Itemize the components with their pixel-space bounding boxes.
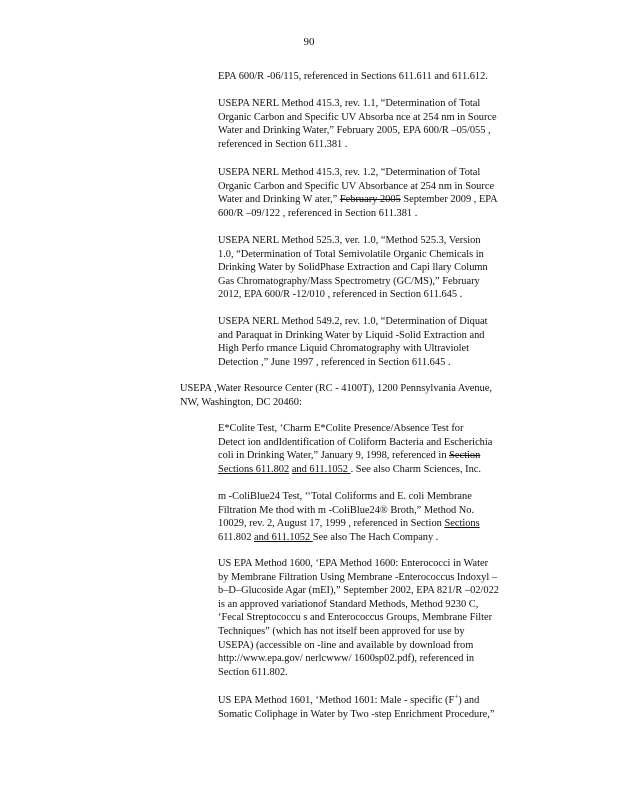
text-line: Detection ,” June 1997 , referenced in Section 611.645 . xyxy=(218,356,451,368)
text-line: USEPA NERL Method 415.3, rev. 1.1, “Determination of Total xyxy=(218,98,481,109)
text-segment: See also The Hach Company . xyxy=(312,531,439,543)
text-line: ‘Fecal Streptococcu s and Enterococcus Groups, Membrane Filter xyxy=(218,612,493,624)
text-line: USEPA NERL Method 549.2, rev. 1.0, “Determination of Diquat xyxy=(218,316,488,327)
text-line: NW, Washington, DC 20460: xyxy=(180,396,302,408)
text-segment: coli in Drinking Water,” January 9, 1998, referenced in xyxy=(218,450,450,462)
text-line: 1.0, “Determination of Total Semivolatile Organic Chemicals in xyxy=(218,248,484,260)
agency-entry xyxy=(180,382,534,409)
underlined-text: and 611.1052 xyxy=(291,463,351,475)
text-line: by Membrane Filtration Using Membrane -Enterococcus Indoxyl – xyxy=(218,571,498,583)
text-line: referenced in Section 611.381 . xyxy=(218,138,348,150)
text-line: E*Colite Test, ‘Charm E*Colite Presence/Absence Test for xyxy=(218,423,464,434)
text-line: Drinking Water by SolidPhase Extraction and Capi llary Column xyxy=(218,262,488,274)
text-line: Detect ion andIdentification of Coliform Bacteria and Escherichia xyxy=(218,436,493,448)
reference-entry xyxy=(218,422,534,476)
text-line xyxy=(218,193,534,207)
text-line: m -ColiBlue24 Test, ‘‘Total Coliforms and E. coli Membrane xyxy=(218,491,472,502)
page-number: 90 xyxy=(303,36,315,48)
superscript: + xyxy=(454,694,459,701)
text-line: US EPA Method 1600, ‘EPA Method 1600: Enterococci in Water xyxy=(218,558,489,569)
text-line: http://www.epa.gov/ nerlcwww/ 1600sp02.pdf), referenced in xyxy=(218,653,475,665)
text-line: USEPA NERL Method 415.3, rev. 1.2, “Determination of Total xyxy=(218,167,481,178)
text-line: Somatic Coliphage in Water by Two -step Enrichment Procedure,” xyxy=(218,708,495,720)
text-segment: Water and Drinking W ater,” xyxy=(218,194,340,206)
struck-text: February 2005 xyxy=(339,194,401,206)
reference-entry xyxy=(218,315,534,369)
text-segment: September 2009 , EPA xyxy=(400,194,498,206)
text-line: is an approved variationof Standard Methods, Method 9230 C, xyxy=(218,598,479,610)
reference-entry xyxy=(218,97,534,151)
text-line: and Paraquat in Drinking Water by Liquid -Solid Extraction and xyxy=(218,329,485,341)
text-line xyxy=(218,517,534,531)
text-line: USEPA NERL Method 525.3, ver. 1.0, “Method 525.3, Version xyxy=(218,235,481,246)
text-line: b–D–Glucoside Agar (mEI),” September 2002, EPA 821/R –02/022 xyxy=(218,585,499,597)
text-line: 600/R –09/122 , referenced in Section 611.381 . xyxy=(218,207,418,219)
text-line: Filtration Me thod with m -ColiBlue24® Broth,” Method No. xyxy=(218,504,475,516)
text-line: Organic Carbon and Specific UV Absorbance at 254 nm in Source xyxy=(218,180,495,192)
underlined-text: and 611.1052 xyxy=(253,531,313,543)
text-line: Water and Drinking Water,” February 2005, EPA 600/R –05/055 , xyxy=(218,125,491,137)
text-line: Gas Chromatography/Mass Spectrometry (GC/MS),” February xyxy=(218,275,480,287)
reference-entry xyxy=(218,694,534,721)
text-line: Techniques” (which has not itself been approved for use by xyxy=(218,625,465,637)
text-line: 2012, EPA 600/R -12/010 , referenced in Section 611.645 . xyxy=(218,289,463,301)
text-line: Organic Carbon and Specific UV Absorba nce at 254 nm in Source xyxy=(218,111,497,123)
text-line: High Perfo rmance Liquid Chromatography with Ultraviolet xyxy=(218,343,470,355)
text-line xyxy=(218,449,534,463)
text-segment: . See also Charm Sciences, Inc. xyxy=(350,463,482,475)
reference-entry xyxy=(218,557,534,679)
reference-entry xyxy=(218,70,534,84)
text-segment: 611.802 xyxy=(218,531,254,543)
text-line: USEPA) (accessible on -line and available by download from xyxy=(218,639,474,651)
reference-entry xyxy=(218,490,534,544)
reference-entry xyxy=(218,166,534,220)
text-line: Section 611.802. xyxy=(218,666,288,678)
reference-entry xyxy=(218,234,534,302)
text-segment: 10029, rev. 2, August 17, 1999 , referenced in Section xyxy=(218,518,445,530)
underlined-text: Sections xyxy=(444,518,480,530)
text-line xyxy=(218,463,534,477)
text-segment: ) and xyxy=(458,695,480,706)
text-line: EPA 600/R -06/115, referenced in Sections 611.611 and 611.612. xyxy=(218,71,488,82)
text-segment: US EPA Method 1601, ‘Method 1601: Male - specific (F xyxy=(218,695,455,706)
underlined-text: Sections 611.802 xyxy=(218,463,290,475)
text-line xyxy=(218,694,534,708)
text-line: USEPA ,Water Resource Center (RC - 4100T), 1200 Pennsylvania Avenue, xyxy=(180,383,492,394)
struck-text: Section xyxy=(449,450,481,462)
text-line xyxy=(218,531,534,545)
